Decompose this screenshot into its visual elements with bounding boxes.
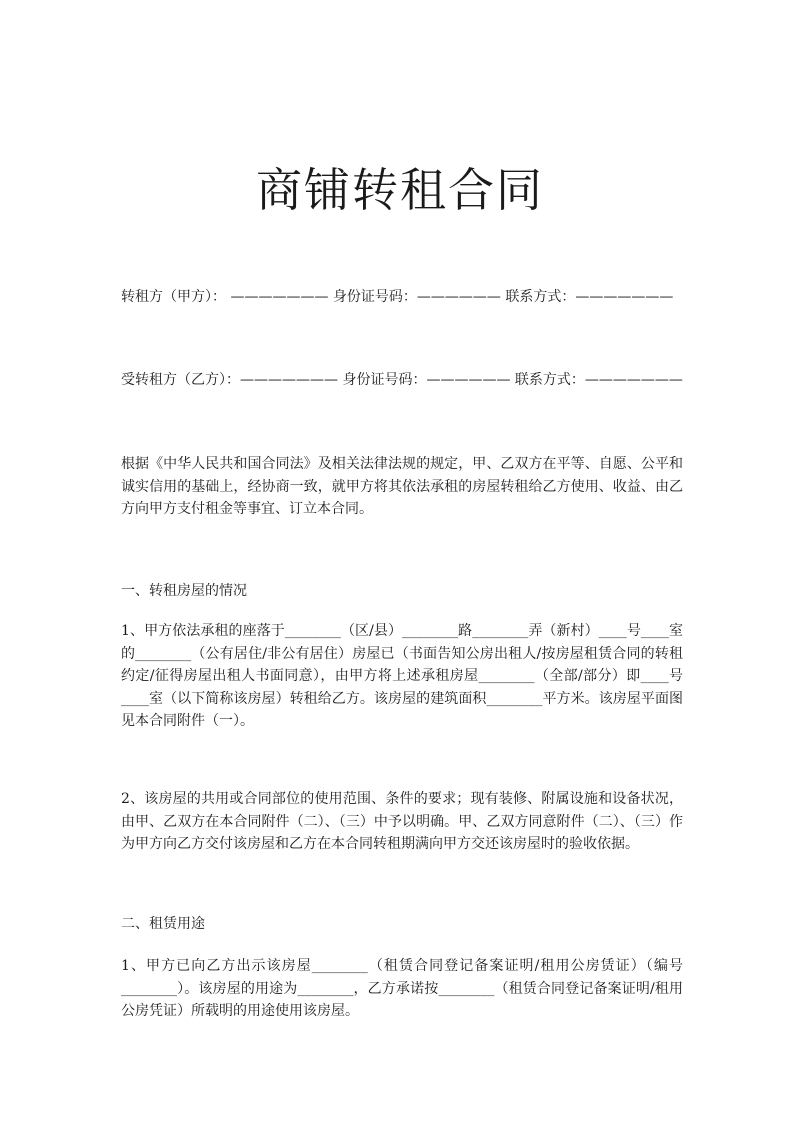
party-b-line: 受转租方（乙方）：——————— 身份证号码：—————— 联系方式：——————— [121, 372, 683, 388]
document-title: 商铺转租合同 [256, 163, 544, 217]
party-a-line: 转租方（甲方）： ——————— 身份证号码：—————— 联系方式：——————— [121, 289, 674, 305]
section-1-clause-1: 1、甲方依法承租的座落于________（区/县）________路________弄（新村）____号____室的________（公有居住/非公有居住）房屋已（书面告知公房出租人/按房屋租赁合同的转租约定/征得房屋出租人书面同意），由甲方将上述承租房屋________（全部/部分）即____号____室（以下简称该房屋）转租给乙方。该房屋的建筑面积________平方米。该房屋平面图见本合同附件（一）。 [121, 623, 683, 729]
preamble-paragraph: 根据《中华人民共和国合同法》及相关法律法规的规定，甲、乙双方在平等、自愿、公平和诚实信用的基础上，经协商一致，就甲方将其依法承租的房屋转租给乙方使用、收益、由乙方向甲方支付租金等事宜、订立本合同。 [121, 456, 683, 517]
section-2-clause-1: 1、甲方已向乙方出示该房屋________（租赁合同登记备案证明/租用公房赁证）（编号________）。该房屋的用途为________，乙方承诺按________（租赁合同登记备案证明/租用公房凭证）所载明的用途使用该房屋。 [121, 958, 683, 1019]
section-2-heading: 二、租赁用途 [121, 916, 205, 932]
section-1-clause-2: 2、该房屋的共用或合同部位的使用范围、条件的要求；现有装修、附属设施和设备状况，由甲、乙双方在本合同附件（二）、（三）中予以明确。甲、乙双方同意附件（二）、（三）作为甲方向乙方交付该房屋和乙方在本合同转租期满向甲方交还该房屋时的验收依据。 [121, 791, 683, 852]
section-1-heading: 一、转租房屋的情况 [121, 583, 247, 599]
